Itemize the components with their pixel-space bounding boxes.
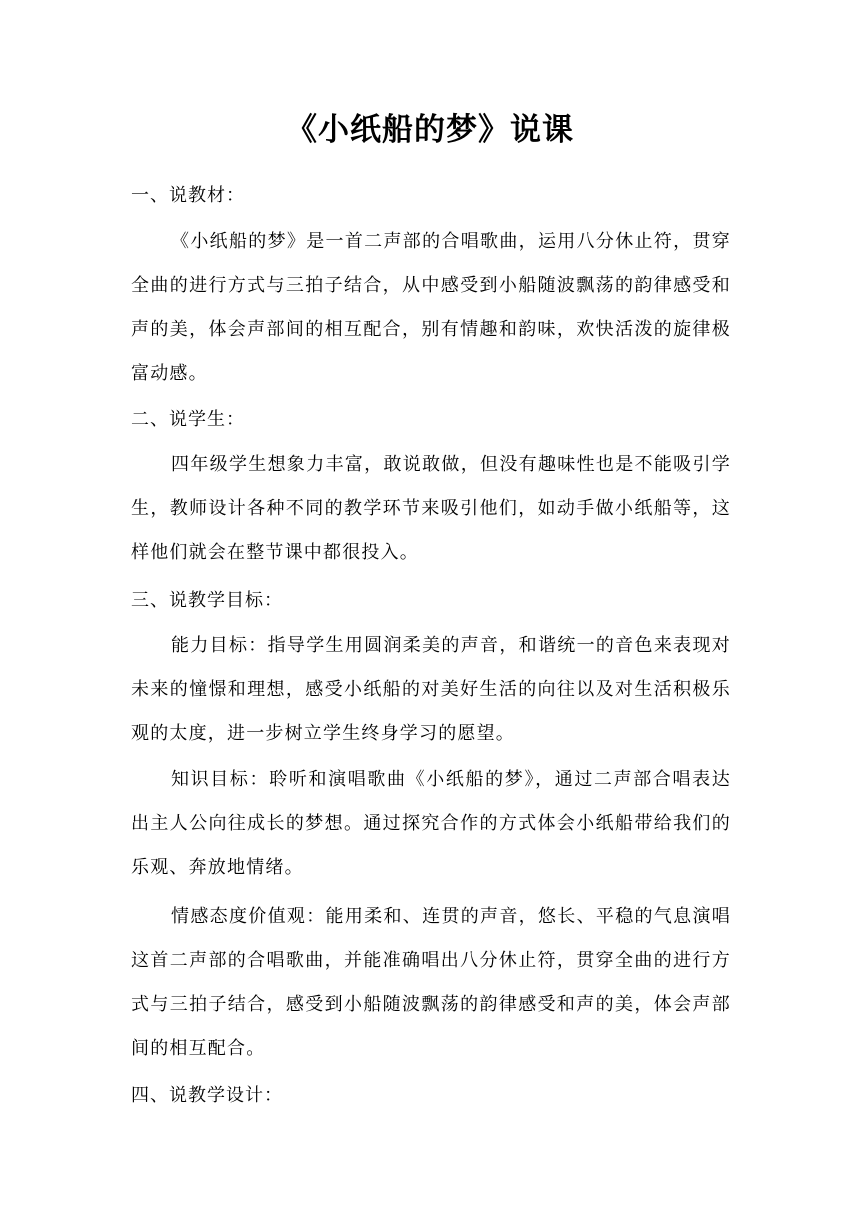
paragraph-emotion-goal: 情感态度价值观：能用柔和、连贯的声音，悠长、平稳的气息演唱这首二声部的合唱歌曲，并能准确唱出八分休止符，贯穿全曲的进行方式与三拍子结合，感受到小船随波飘荡的韵律感受和声的美，体会声部间的相互配合。 (131, 906, 731, 1059)
section-heading-design: 四、说教学设计： (131, 1085, 283, 1106)
paragraph-textbook: 《小纸船的梦》是一首二声部的合唱歌曲，运用八分休止符，贯穿全曲的进行方式与三拍子结合，从中感受到小船随波飘荡的韵律感受和声的美，体会声部间的相互配合，别有情趣和韵味，欢快活泼的旋律极富动感。 (131, 231, 731, 384)
section-heading-goals: 三、说教学目标： (131, 590, 283, 611)
section-heading-students: 二、说学生： (131, 409, 245, 430)
paragraph-knowledge-goal: 知识目标：聆听和演唱歌曲《小纸船的梦》，通过二声部合唱表达出主人公向往成长的梦想。通过探究合作的方式体会小纸船带给我们的乐观、奔放地情绪。 (131, 769, 731, 878)
paragraph-ability-goal: 能力目标：指导学生用圆润柔美的声音，和谐统一的音色来表现对未来的憧憬和理想，感受小纸船的对美好生活的向往以及对生活积极乐观的太度，进一步树立学生终身学习的愿望。 (131, 635, 731, 744)
paragraph-students: 四年级学生想象力丰富，敢说敢做，但没有趣味性也是不能吸引学生，教师设计各种不同的教学环节来吸引他们，如动手做小纸船等，这样他们就会在整节课中都很投入。 (131, 454, 731, 563)
section-heading-textbook: 一、说教材： (131, 185, 245, 206)
page-title: 《小纸船的梦》说课 (286, 112, 574, 148)
